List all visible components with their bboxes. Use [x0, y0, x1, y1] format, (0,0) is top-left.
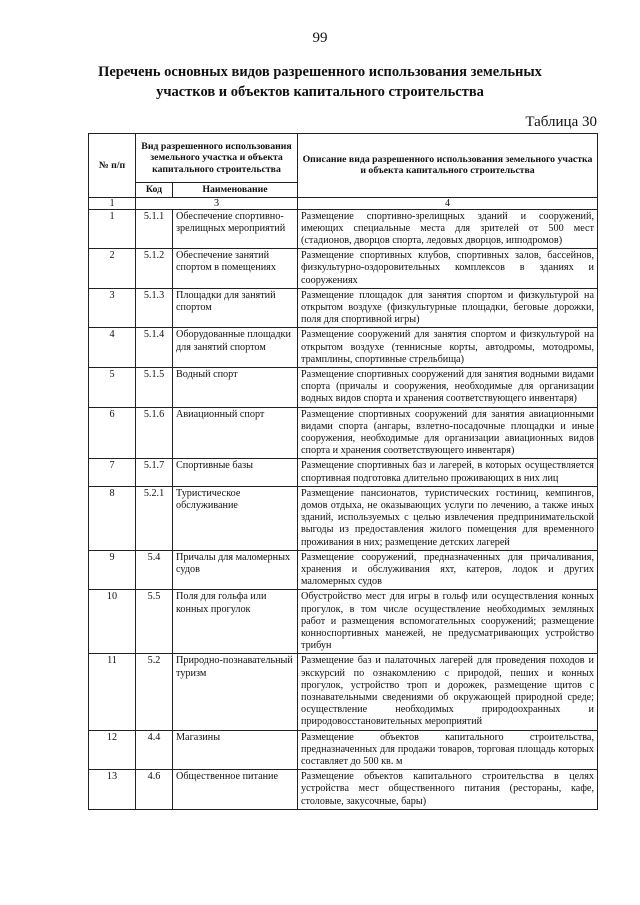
- row-number: 11: [89, 654, 136, 730]
- land-use-table: [88, 133, 598, 810]
- table-row: [89, 367, 598, 407]
- row-name: Спортивные базы: [173, 459, 298, 486]
- row-number: 13: [89, 770, 136, 810]
- column-index-row: [89, 197, 598, 209]
- row-description: Размещение сооружений для занятия спортом и физкультурой на открытом воздухе (теннисные корты, автодромы, мотодромы, трамплины, спортивные стрельбища): [298, 328, 598, 368]
- table-row: [89, 730, 598, 770]
- row-number: 3: [89, 288, 136, 328]
- row-description: Размещение спортивно-зрелищных зданий и сооружений, имеющих специальные места для зрителей от 500 мест (стадионов, дворцов спорта, ледовых дворцов, ипподромов): [298, 209, 598, 249]
- row-number: 2: [89, 249, 136, 289]
- row-description: Размещение объектов капитального строительства в целях устройства мест общественного питания (рестораны, кафе, столовые, закусочные, бары): [298, 770, 598, 810]
- header-num: № п/п: [89, 134, 136, 198]
- row-number: 9: [89, 550, 136, 590]
- table-row: [89, 249, 598, 289]
- header-code: Код: [136, 183, 173, 198]
- row-description: Размещение спортивных сооружений для занятия авиационными видами спорта (ангары, взлетно-посадочные площадки и иные сооружения, необходимые для организации авиационных видов спорта и хранения соответствующего инвентаря): [298, 407, 598, 459]
- row-description: Размещение пансионатов, туристических гостиниц, кемпингов, домов отдыха, не оказывающих услуги по лечению, а также иных зданий, используемых с целью извлечения предпринимательской выгоды из предоставления жилого помещения для временного проживания в них; размещение детских лагерей: [298, 486, 598, 550]
- row-name: Общественное питание: [173, 770, 298, 810]
- row-code: 5.1.3: [136, 288, 173, 328]
- row-code: 4.6: [136, 770, 173, 810]
- table-row: [89, 590, 598, 654]
- table-row: [89, 486, 598, 550]
- row-name: Причалы для маломерных судов: [173, 550, 298, 590]
- table-row: [89, 654, 598, 730]
- table-caption: Таблица 30: [525, 114, 597, 130]
- table-row: [89, 209, 598, 249]
- table-row: [89, 288, 598, 328]
- title-line-2: участков и объектов капитального строительства: [156, 84, 484, 100]
- table-row: [89, 407, 598, 459]
- row-description: Размещение спортивных сооружений для занятия водными видами спорта (причалы и сооружения, необходимые для организации водных видов спорта и хранения соответствующего инвентаря): [298, 367, 598, 407]
- row-code: 5.1.7: [136, 459, 173, 486]
- document-title: [70, 62, 570, 102]
- row-code: 5.1.1: [136, 209, 173, 249]
- header-group: Вид разрешенного использования земельного участка и объекта капитального строительства: [136, 134, 298, 183]
- row-description: Размещение объектов капитального строительства, предназначенных для продажи товаров, торговая площадь которых составляет до 500 кв. м: [298, 730, 598, 770]
- row-code: 5.1.2: [136, 249, 173, 289]
- page-number: 99: [312, 30, 328, 46]
- row-description: Размещение баз и палаточных лагерей для проведения походов и экскурсий по ознакомлению с природой, пеших и конных прогулок, устройство троп и дорожек, размещение щитов с познавательными сведениями об окружающей природной среде; осуществление необходимых природоохранных и природовосстановительных мероприятий: [298, 654, 598, 730]
- row-code: 4.4: [136, 730, 173, 770]
- table-row: [89, 328, 598, 368]
- index-cell: 3: [136, 197, 298, 209]
- table-row: [89, 550, 598, 590]
- row-description: Размещение сооружений, предназначенных для причаливания, хранения и обслуживания яхт, катеров, лодок и других маломерных судов: [298, 550, 598, 590]
- title-line-1: Перечень основных видов разрешенного использования земельных: [98, 64, 542, 80]
- row-name: Туристическое обслуживание: [173, 486, 298, 550]
- index-cell: 4: [298, 197, 598, 209]
- row-number: 5: [89, 367, 136, 407]
- row-name: Площадки для занятий спортом: [173, 288, 298, 328]
- row-code: 5.2: [136, 654, 173, 730]
- header-description: Описание вида разрешенного использования земельного участка и объекта капитального строительства: [298, 134, 598, 198]
- row-code: 5.5: [136, 590, 173, 654]
- row-code: 5.1.5: [136, 367, 173, 407]
- row-description: Размещение спортивных клубов, спортивных залов, бассейнов, физкультурно-оздоровительных комплексов в зданиях и сооружениях: [298, 249, 598, 289]
- row-number: 7: [89, 459, 136, 486]
- row-number: 4: [89, 328, 136, 368]
- row-name: Водный спорт: [173, 367, 298, 407]
- table-row: [89, 459, 598, 486]
- row-description: Размещение площадок для занятия спортом и физкультурой на открытом воздухе (физкультурные площадки, беговые дорожки, поля для спортивной игры): [298, 288, 598, 328]
- row-code: 5.4: [136, 550, 173, 590]
- row-code: 5.2.1: [136, 486, 173, 550]
- row-name: Авиационный спорт: [173, 407, 298, 459]
- row-name: Обеспечение спортивно-зрелищных мероприятий: [173, 209, 298, 249]
- row-name: Поля для гольфа или конных прогулок: [173, 590, 298, 654]
- row-name: Оборудованные площадки для занятий спортом: [173, 328, 298, 368]
- row-description: Размещение спортивных баз и лагерей, в которых осуществляется спортивная подготовка длительно проживающих в них лиц: [298, 459, 598, 486]
- row-name: Магазины: [173, 730, 298, 770]
- row-number: 8: [89, 486, 136, 550]
- index-cell: 1: [89, 197, 136, 209]
- row-name: Природно-познавательный туризм: [173, 654, 298, 730]
- row-number: 6: [89, 407, 136, 459]
- header-name: Наименование: [173, 183, 298, 198]
- table-row: [89, 770, 598, 810]
- row-number: 1: [89, 209, 136, 249]
- row-code: 5.1.6: [136, 407, 173, 459]
- row-description: Обустройство мест для игры в гольф или осуществления конных прогулок, в том числе осуществление необходимых земляных работ и размещения вспомогательных сооружений; размещение конноспортивных манежей, не предусматривающих устройство трибун: [298, 590, 598, 654]
- row-code: 5.1.4: [136, 328, 173, 368]
- row-name: Обеспечение занятий спортом в помещениях: [173, 249, 298, 289]
- row-number: 12: [89, 730, 136, 770]
- row-number: 10: [89, 590, 136, 654]
